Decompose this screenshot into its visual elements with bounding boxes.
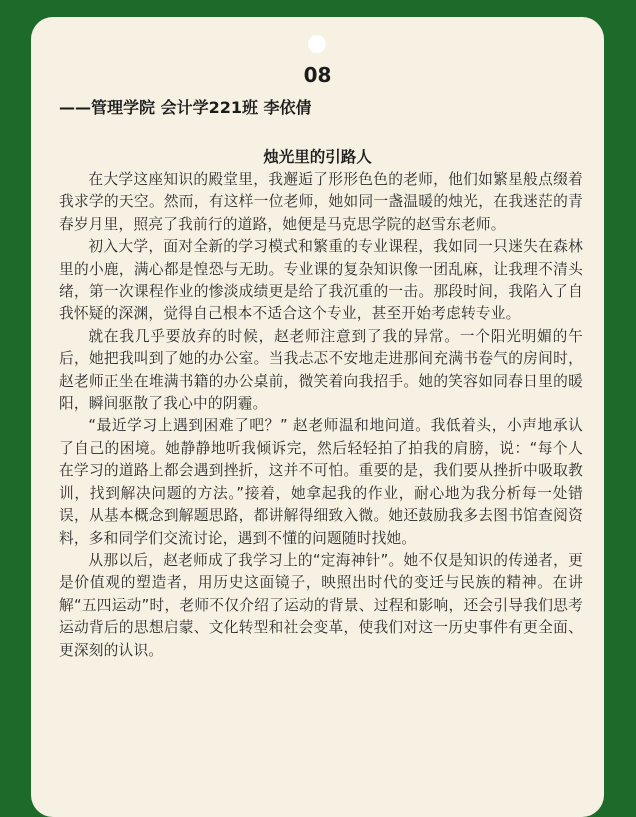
author-line: ——管理学院 会计学221班 李依倩 [59, 98, 312, 117]
paragraph: 从那以后，赵老师成了我学习上的“定海神针”。她不仅是知识的传递者，更是价值观的塑造者，用历史这面镜子，映照出时代的变迁与民族的精神。在讲解“五四运动”时，老师不仅介绍了运动的背景、过程和影响，还会引导我们思考运动背后的思想启蒙、文化转型和社会变革，使我们对这一历史事件有更全面、更深刻的认识。 [59, 551, 583, 659]
paragraph: 初入大学，面对全新的学习模式和繁重的专业课程，我如同一只迷失在森林里的小鹿，满心都是惶恐与无助。专业课的复杂知识像一团乱麻，让我理不清头绪，第一次课程作业的惨淡成绩更是给了我沉重的一击。那段时间，我陷入了自我怀疑的深渊，觉得自己根本不适合这个专业，甚至开始考虑转专业。 [59, 238, 583, 323]
decorative-dot [308, 35, 326, 53]
article-body [59, 169, 583, 662]
article-number: 08 [303, 63, 332, 87]
paragraph: 在大学这座知识的殿堂里，我邂逅了形形色色的老师，他们如繁星般点缀着我求学的天空。然而，有这样一位老师，她如同一盏温暖的烛光，在我迷茫的青春岁月里，照亮了我前行的道路，她便是马克思学院的赵雪东老师。 [59, 171, 583, 233]
paragraph: “最近学习上遇到困难了吧？” 赵老师温和地问道。我低着头，小声地承认了自己的困境。她静静地听我倾诉完，然后轻轻拍了拍我的肩膀，说：“每个人在学习的道路上都会遇到挫折，这并不可怕。重要的是，我们要从挫折中吸取教训，找到解决问题的方法。”接着，她拿起我的作业，耐心地为我分析每一处错误，从基本概念到解题思路，都讲解得细致入微。她还鼓励我多去图书馆查阅资料，多和同学们交流讨论，遇到不懂的问题随时找她。 [59, 417, 583, 547]
article-title: 烛光里的引路人 [263, 148, 372, 166]
paragraph: 就在我几乎要放弃的时候，赵老师注意到了我的异常。一个阳光明媚的午后，她把我叫到了她的办公室。当我忐忑不安地走进那间充满书卷气的房间时，赵老师正坐在堆满书籍的办公桌前，微笑着向我招手。她的笑容如同春日里的暖阳，瞬间驱散了我心中的阴霾。 [59, 327, 583, 413]
article-card [31, 17, 604, 817]
